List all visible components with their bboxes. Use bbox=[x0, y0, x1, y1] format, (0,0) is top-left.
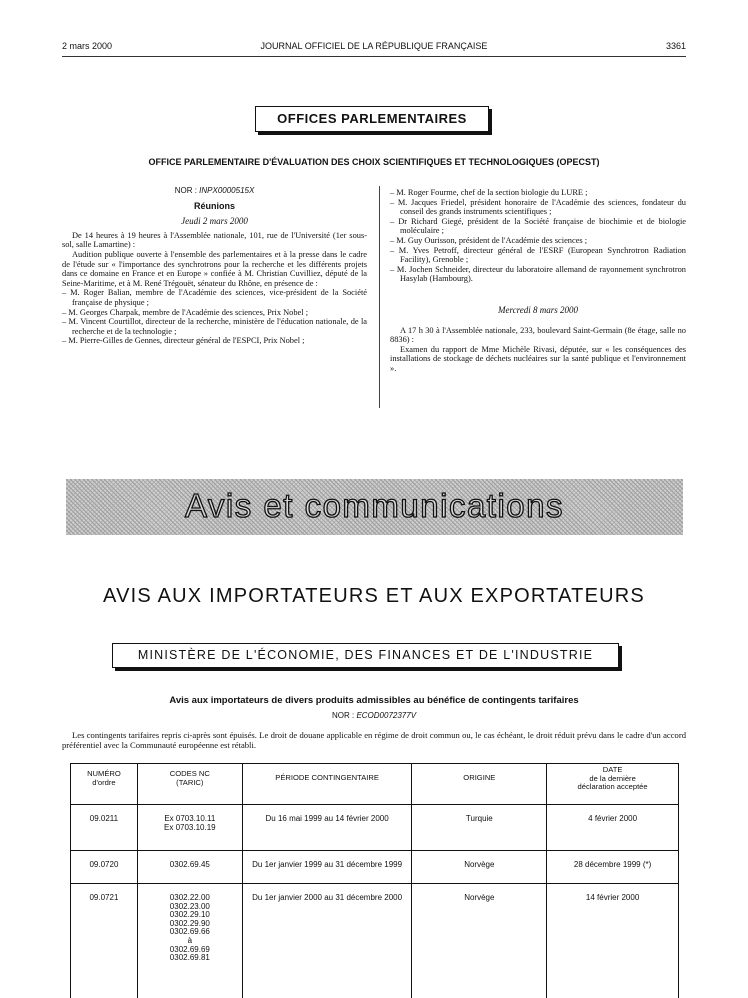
table-row bbox=[71, 805, 679, 851]
notice-subtitle: Avis aux importateurs de divers produits admissibles au bénéfice de contingents tarifaires bbox=[40, 695, 708, 706]
participant-item: – M. Pierre-Gilles de Gennes, directeur général de l'ESPCI, Prix Nobel ; bbox=[62, 336, 367, 346]
participant-item: – Dr Richard Giegé, président de la Société française de biochimie et de biologie moléculaire ; bbox=[390, 217, 686, 236]
meeting-2-place: A 17 h 30 à l'Assemblée nationale, 233, boulevard Saint-Germain (8e étage, salle no 8836) : bbox=[390, 326, 686, 345]
participant-item: – M. Guy Ourisson, président de l'Académie des sciences ; bbox=[390, 236, 686, 246]
cell-codes: 0302.69.45 bbox=[137, 851, 242, 884]
cell-numero: 09.0721 bbox=[71, 884, 138, 998]
participant-item: – M. Georges Charpak, membre de l'Académie des sciences, Prix Nobel ; bbox=[62, 308, 367, 318]
participant-item: – M. Jochen Schneider, directeur du laboratoire allemand de rayonnement synchrotron Hasylab (Hambourg). bbox=[390, 265, 686, 284]
column-divider bbox=[379, 186, 380, 408]
cell-codes: 0302.22.00 0302.23.00 0302.29.10 0302.29.90 0302.69.66 à 0302.69.69 0302.69.81 bbox=[137, 884, 242, 998]
header-date: 2 mars 2000 bbox=[62, 41, 112, 51]
cell-periode: Du 1er janvier 1999 au 31 décembre 1999 bbox=[242, 851, 412, 884]
meeting-1-description: Audition publique ouverte à l'ensemble des parlementaires et à la presse dans le cadre de l'étude sur « l'importance des synchrotrons pour la recherche et les différents projets dans ce domaine en France et en Europe » confiée à M. Christian Cuvilliez, député de la Seine-Maritime, et à M. René Trégouët, sénateur du Rhône, en présence de : bbox=[62, 250, 367, 288]
cell-date: 28 décembre 1999 (*) bbox=[547, 851, 679, 884]
table-header-row bbox=[71, 764, 679, 805]
cell-origine: Norvège bbox=[412, 851, 547, 884]
cell-periode: Du 16 mai 1999 au 14 février 2000 bbox=[242, 805, 412, 851]
nor-value: INPX0000515X bbox=[199, 186, 254, 195]
cell-date: 14 février 2000 bbox=[547, 884, 679, 998]
cell-origine: Norvège bbox=[412, 884, 547, 998]
cell-date: 4 février 2000 bbox=[547, 805, 679, 851]
cell-codes: Ex 0703.10.11 Ex 0703.10.19 bbox=[137, 805, 242, 851]
meeting-date-2: Mercredi 8 mars 2000 bbox=[390, 306, 686, 316]
right-column bbox=[390, 188, 686, 374]
offices-title: OFFICES PARLEMENTAIRES bbox=[255, 106, 489, 132]
participant-item: – M. Roger Balian, membre de l'Académie des sciences, vice-président de la Société française de physique ; bbox=[62, 288, 367, 307]
cell-numero: 09.0211 bbox=[71, 805, 138, 851]
participant-item: – M. Vincent Courtillot, directeur de la recherche, ministère de l'éducation nationale, de la recherche et de la technologie ; bbox=[62, 317, 367, 336]
section-title: AVIS AUX IMPORTATEURS ET AUX EXPORTATEURS bbox=[40, 585, 708, 608]
cell-numero: 09.0720 bbox=[71, 851, 138, 884]
notice-nor bbox=[40, 711, 708, 720]
meeting-date-1: Jeudi 2 mars 2000 bbox=[62, 217, 367, 227]
nor-label: NOR : bbox=[175, 186, 197, 195]
header-periode: PÉRIODE CONTINGENTAIRE bbox=[242, 764, 412, 805]
ministry-title: MINISTÈRE DE L'ÉCONOMIE, DES FINANCES ET DE L'INDUSTRIE bbox=[112, 643, 619, 668]
nor-label: NOR : bbox=[332, 711, 354, 720]
notice-intro bbox=[62, 730, 686, 750]
left-column bbox=[62, 186, 367, 346]
header-origine: ORIGINE bbox=[412, 764, 547, 805]
page-number: 3361 bbox=[62, 41, 686, 51]
nor-value: ECOD0072377V bbox=[356, 711, 416, 720]
header-codes: CODES NC (TARIC) bbox=[137, 764, 242, 805]
meeting-2-description: Examen du rapport de Mme Michèle Rivasi, députée, sur « les conséquences des installations de stockage de déchets nucléaires sur la santé publique et l'environnement ». bbox=[390, 345, 686, 374]
opecst-heading: OFFICE PARLEMENTAIRE D'ÉVALUATION DES CHOIX SCIENTIFIQUES ET TECHNOLOGIQUES (OPECST) bbox=[40, 157, 708, 167]
header-rule bbox=[62, 56, 686, 57]
header-numero: NUMÉRO d'ordre bbox=[71, 764, 138, 805]
nor-line bbox=[62, 186, 367, 196]
cell-periode: Du 1er janvier 2000 au 31 décembre 2000 bbox=[242, 884, 412, 998]
participant-item: – M. Jacques Friedel, président honoraire de l'Académie des sciences, fondateur du conseil des grands instruments scientifiques ; bbox=[390, 198, 686, 217]
journal-title: JOURNAL OFFICIEL DE LA RÉPUBLIQUE FRANÇAISE bbox=[62, 41, 686, 51]
cell-origine: Turquie bbox=[412, 805, 547, 851]
tariff-table bbox=[70, 763, 679, 998]
participant-item: – M. Roger Fourme, chef de la section biologie du LURE ; bbox=[390, 188, 686, 198]
header-date: DATE de la dernière déclaration acceptée bbox=[547, 764, 679, 805]
table-row bbox=[71, 851, 679, 884]
table-row bbox=[71, 884, 679, 998]
meeting-1-place: De 14 heures à 19 heures à l'Assemblée nationale, 101, rue de l'Université (1er sous-sol, salle Lamartine) : bbox=[62, 231, 367, 250]
participant-item: – M. Yves Petroff, directeur général de l'ESRF (European Synchrotron Radiation Facility), Grenoble ; bbox=[390, 246, 686, 265]
intro-paragraph: Les contingents tarifaires repris ci-après sont épuisés. Le droit de douane applicable en régime de droit commun ou, le cas échéant, le droit réduit prévu dans le cadre d'un accord préférentiel avec la Communauté européenne est rétabli. bbox=[62, 730, 686, 750]
avis-banner-title: Avis et communications bbox=[66, 487, 683, 525]
reunions-heading: Réunions bbox=[62, 202, 367, 212]
